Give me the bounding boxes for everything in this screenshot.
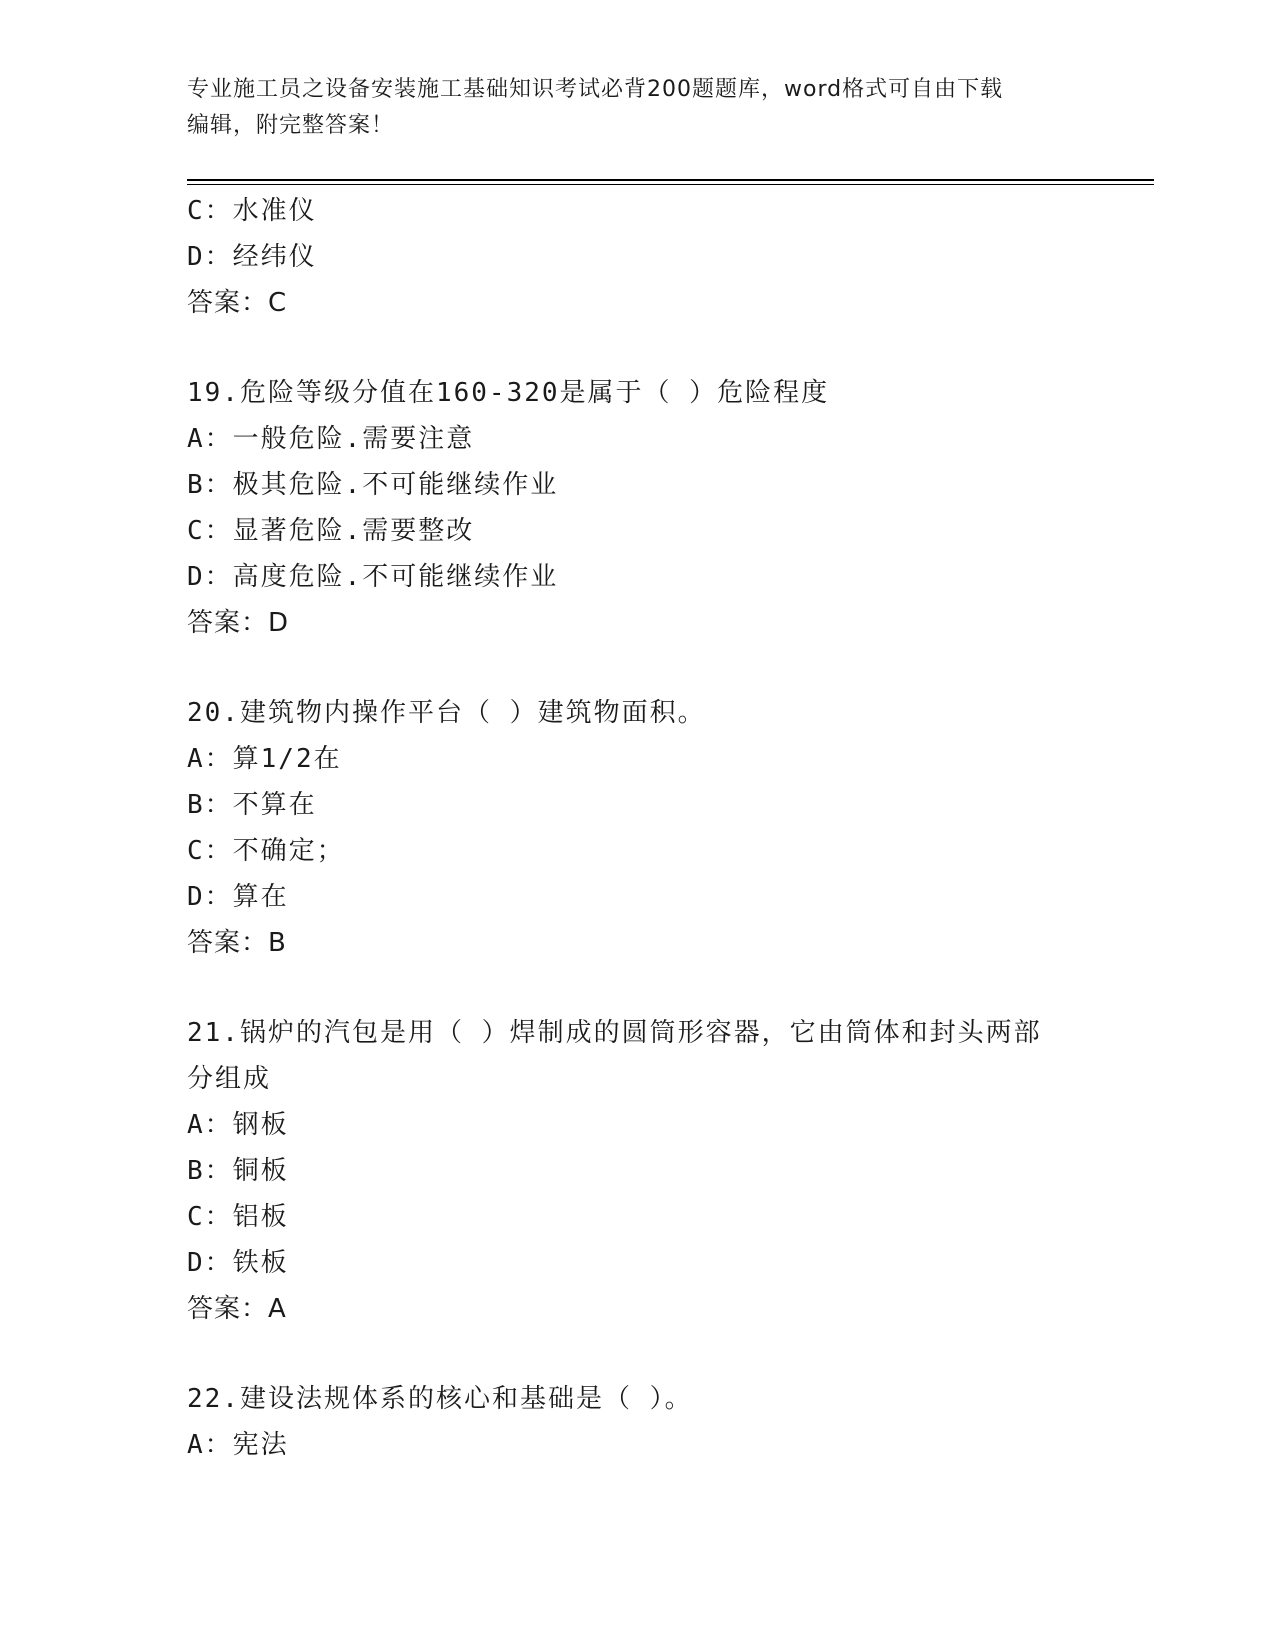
question-stem-line2: 分组成 xyxy=(187,1064,272,1094)
question-stem-line1: 21.锅炉的汽包是用（ ）焊制成的圆筒形容器，它由筒体和封头两部 xyxy=(187,1018,1042,1048)
option-a: A：一般危险.需要注意 xyxy=(187,424,475,454)
question-21 xyxy=(187,1010,1147,1332)
answer-label: 答案：D xyxy=(187,608,290,638)
option-d: D：铁板 xyxy=(187,1248,289,1278)
header-rule-thick xyxy=(187,179,1154,181)
answer-label: 答案：B xyxy=(187,928,287,958)
option-d: D：经纬仪 xyxy=(187,242,317,272)
option-c: C：不确定； xyxy=(187,836,345,866)
option-b: B：极其危险.不可能继续作业 xyxy=(187,470,559,500)
option-c: C：显著危险.需要整改 xyxy=(187,516,475,546)
header-text-line2: 编辑，附完整答案！ xyxy=(187,113,395,138)
question-22 xyxy=(187,1376,1147,1468)
question-18 xyxy=(187,188,1147,326)
question-20 xyxy=(187,690,1147,966)
question-19 xyxy=(187,370,1147,646)
option-b: B：铜板 xyxy=(187,1156,289,1186)
option-d: D：算在 xyxy=(187,882,289,912)
option-a: A：宪法 xyxy=(187,1430,289,1460)
header-text-line1: 专业施工员之设备安装施工基础知识考试必背200题题库，word格式可自由下载 xyxy=(187,77,1004,102)
question-list xyxy=(187,188,1147,1468)
question-stem: 19.危险等级分值在160-320是属于（ ）危险程度 xyxy=(187,378,830,408)
question-stem: 22.建设法规体系的核心和基础是（ ）。 xyxy=(187,1384,693,1414)
option-a: A：算1/2在 xyxy=(187,744,342,774)
answer-label: 答案：A xyxy=(187,1294,287,1324)
header-rule-thin xyxy=(187,184,1154,185)
option-d: D：高度危险.不可能继续作业 xyxy=(187,562,559,592)
option-c: C：水准仪 xyxy=(187,196,317,226)
question-stem: 20.建筑物内操作平台（ ）建筑物面积。 xyxy=(187,698,706,728)
option-b: B：不算在 xyxy=(187,790,317,820)
option-a: A：钢板 xyxy=(187,1110,289,1140)
option-c: C：铝板 xyxy=(187,1202,289,1232)
document-header xyxy=(187,72,1087,144)
answer-label: 答案：C xyxy=(187,288,288,318)
